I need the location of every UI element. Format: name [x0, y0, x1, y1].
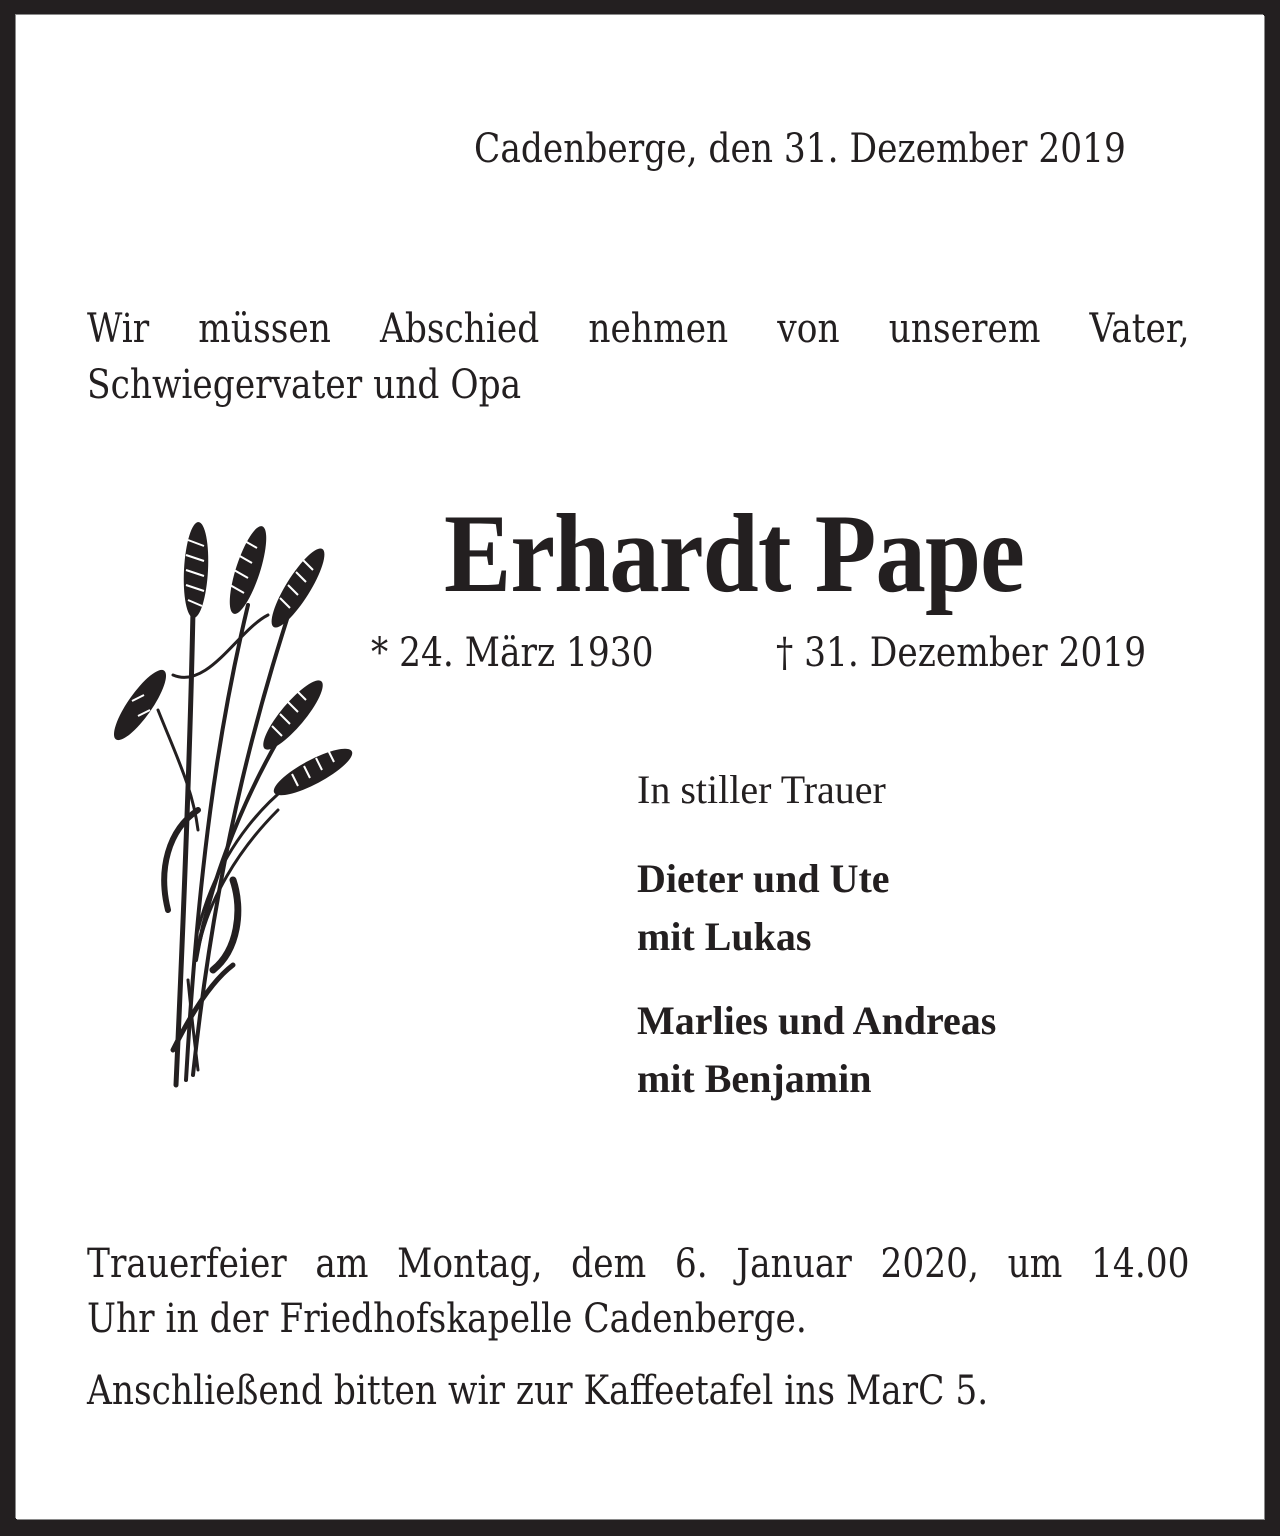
service-line-2: Uhr in der Friedhofskapelle Cadenberge.	[87, 1296, 807, 1342]
service-line-1: Trauerfeier am Montag, dem 6. Januar 2020, um 14.00	[87, 1241, 1190, 1287]
reception-line: Anschließend bitten wir zur Kaffeetafel ins MarC 5.	[87, 1368, 989, 1414]
place-date: Cadenberge, den 31. Dezember 2019	[474, 126, 1126, 172]
deceased-name: Erhardt Pape	[444, 492, 1024, 616]
intro-line-1: Wir müssen Abschied nehmen von unserem Vater,	[87, 306, 1190, 352]
mourner-2-line-2: mit Benjamin	[637, 1056, 872, 1101]
mourner-1-line-1: Dieter und Ute	[637, 856, 890, 901]
wheat-sheaf-icon	[98, 510, 358, 1090]
obituary-notice	[16, 15, 1264, 1519]
mourner-2-line-1: Marlies und Andreas	[637, 998, 997, 1043]
mourner-1-line-2: mit Lukas	[637, 914, 812, 959]
death-date: † 31. Dezember 2019	[776, 630, 1147, 676]
mourning-phrase: In stiller Trauer	[637, 767, 886, 812]
intro-line-2: Schwiegervater und Opa	[87, 362, 522, 408]
birth-date: * 24. März 1930	[371, 630, 654, 676]
